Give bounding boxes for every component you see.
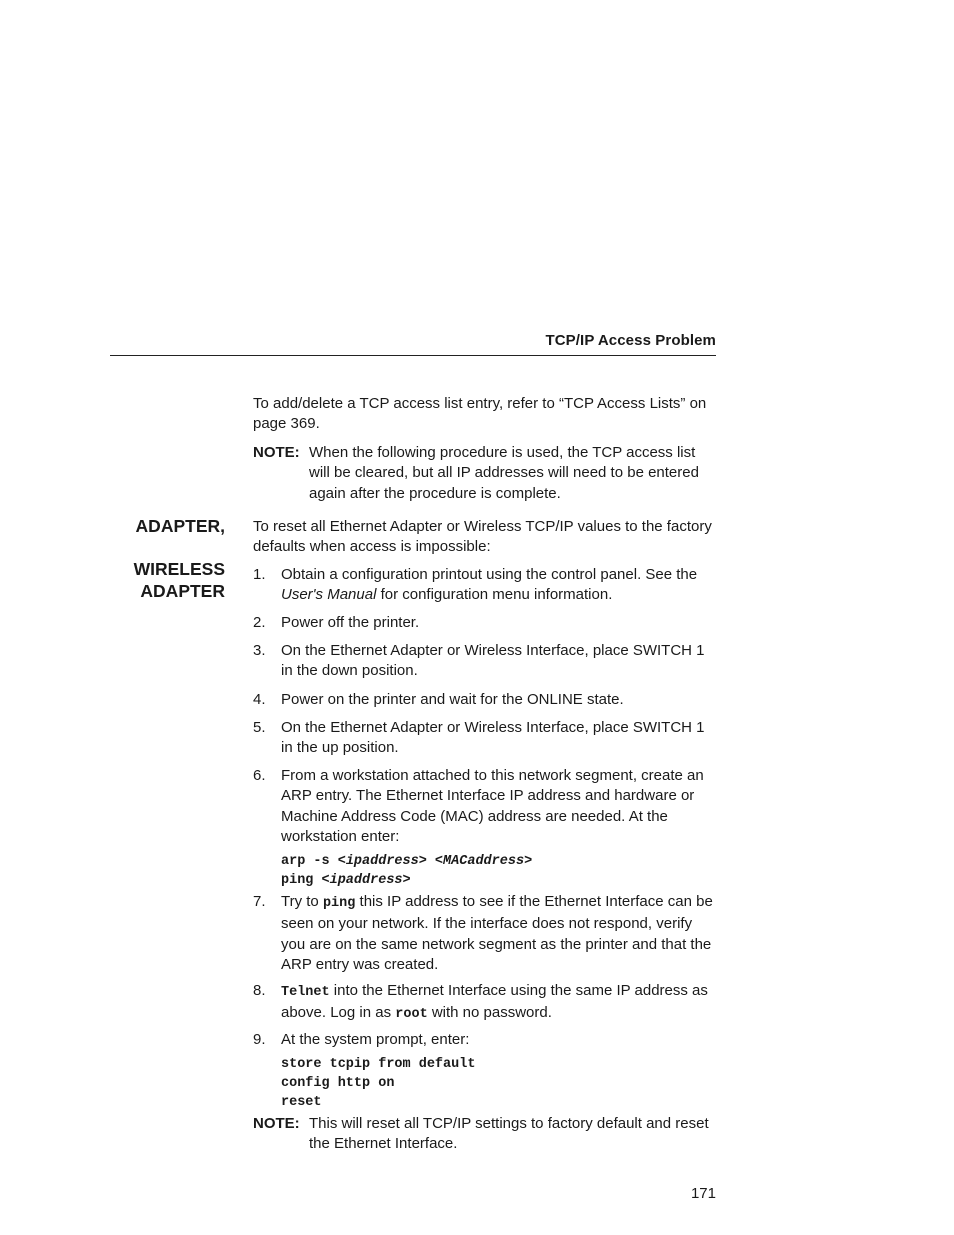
list-item xyxy=(253,718,718,759)
section-lead: To reset all Ethernet Adapter or Wireless TCP/IP values to the factory defaults when access is impossible: xyxy=(253,518,712,556)
page-number: 171 xyxy=(690,1185,716,1202)
step-text: Obtain a configuration printout using the control panel. See the User's Manual for configuration menu information. xyxy=(281,566,698,604)
step-number: 2. xyxy=(253,614,266,631)
step-number: 8. xyxy=(253,982,266,999)
step-number: 6. xyxy=(253,767,266,784)
final-note xyxy=(253,1114,718,1155)
intro-note xyxy=(253,443,718,504)
step-number: 4. xyxy=(253,691,266,708)
step-number: 9. xyxy=(253,1031,266,1048)
section-heading-adapter: ADAPTER, xyxy=(135,516,225,536)
step-number: 5. xyxy=(253,719,266,736)
section-heading-wireless: WIRELESS xyxy=(133,559,225,579)
step-text: From a workstation attached to this network segment, create an ARP entry. The Ethernet Interface IP address and hardware or Machine Address Code (MAC) address are needed. At the workstation enter: xyxy=(281,767,704,845)
step-text: At the system prompt, enter: xyxy=(281,1031,470,1048)
intro-paragraph: To add/delete a TCP access list entry, refer to “TCP Access Lists” on page 369. xyxy=(253,395,707,433)
manual-title: User's Manual xyxy=(281,586,377,604)
step-text: Power on the printer and wait for the ONLINE state. xyxy=(281,691,624,708)
list-item xyxy=(253,892,718,975)
inline-code: Telnet xyxy=(281,985,330,1000)
step-text: Telnet into the Ethernet Interface using the same IP address as above. Log in as root with no password. xyxy=(281,982,708,1023)
inline-code: root xyxy=(395,1007,428,1023)
step-text: Try to ping this IP address to see if the Ethernet Interface can be seen on your network. If the interface does not respond, verify you are on the same network segment as the printer and that the ARP entry was created. xyxy=(281,893,713,973)
list-item xyxy=(253,766,718,847)
note-text: This will reset all TCP/IP settings to factory default and reset the Ethernet Interface. xyxy=(309,1115,709,1153)
note-label: NOTE: xyxy=(253,1115,300,1132)
section-heading-adapter-2: ADAPTER xyxy=(140,581,225,601)
list-item xyxy=(253,981,718,1026)
step-number: 7. xyxy=(253,893,266,910)
running-header-title: TCP/IP Access Problem xyxy=(545,332,716,349)
step-text: On the Ethernet Adapter or Wireless Interface, place SWITCH 1 in the down position. xyxy=(281,642,705,680)
list-item xyxy=(253,1030,718,1050)
header-rule xyxy=(110,355,716,356)
inline-code: ping xyxy=(322,896,356,911)
code-block-reset: store tcpip from default config http on reset xyxy=(281,1057,476,1110)
list-item xyxy=(253,641,718,682)
step-text: Power off the printer. xyxy=(281,614,420,631)
note-text: When the following procedure is used, the TCP access list will be cleared, but all IP addresses will need to be entered again after the procedure is complete. xyxy=(309,444,699,502)
list-item xyxy=(253,565,718,606)
step-number: 1. xyxy=(253,566,266,583)
list-item xyxy=(253,690,718,710)
note-label: NOTE: xyxy=(253,444,300,461)
code-block-arp: arp -s <ipaddress> <MACaddress> ping <ipaddress> xyxy=(281,854,533,888)
step-text: On the Ethernet Adapter or Wireless Interface, place SWITCH 1 in the up position. xyxy=(281,719,705,757)
list-item xyxy=(253,613,718,633)
step-number: 3. xyxy=(253,642,266,659)
